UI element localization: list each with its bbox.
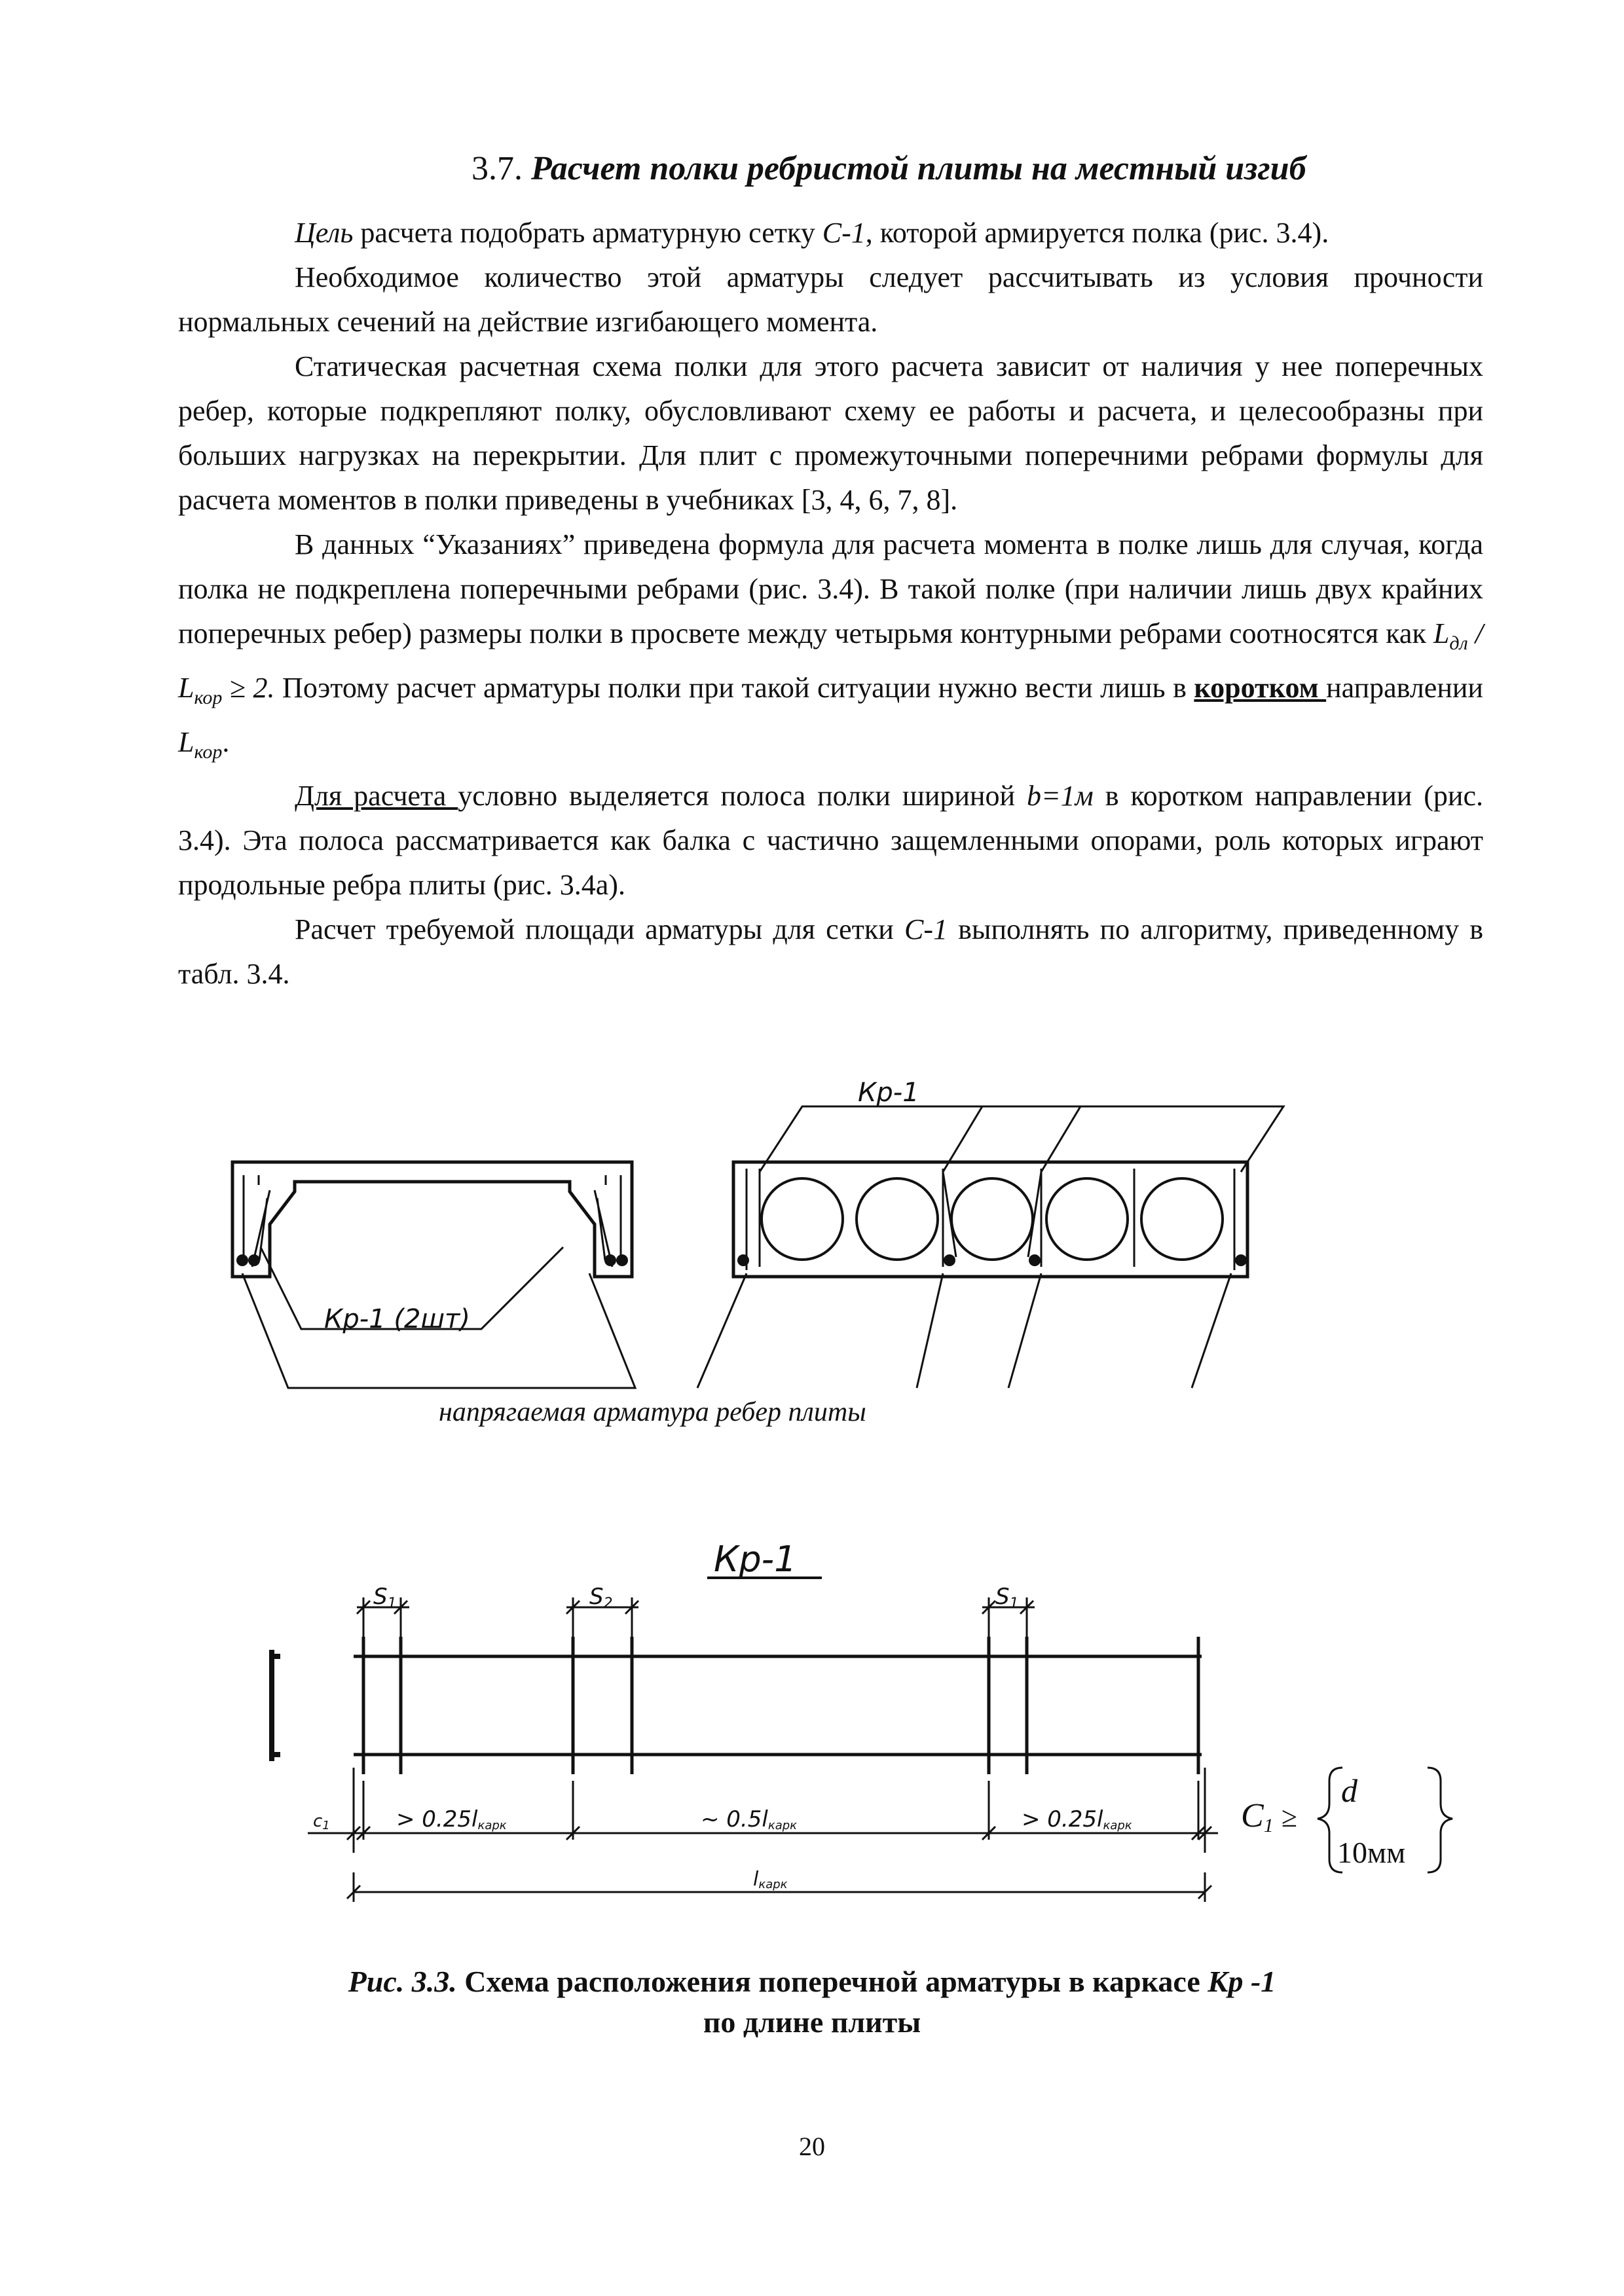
dim-mid-label: ~ 0.5lкарк: [701, 1806, 798, 1832]
figure-caption: [0, 1964, 1624, 1999]
s1-right-label: S1: [995, 1584, 1019, 1612]
p5-width: b=1м: [1026, 780, 1094, 812]
p1-mesh: С-1: [822, 217, 866, 249]
p4-text-3: направлении: [1326, 671, 1483, 704]
p4-text-2: Поэтому расчет арматуры полки при такой ситуации нужно вести лишь в: [274, 671, 1194, 704]
caption-text: Схема расположения поперечной арматуры в каркасе: [456, 1965, 1208, 1998]
ribbed-slab-section: [232, 1162, 632, 1277]
p4-slash: /: [1467, 617, 1483, 649]
svg-text:C1≥: C1 ≥: [1241, 1797, 1297, 1836]
frame-kp1: [272, 1597, 1202, 1774]
figure-caption-line2: по длине плиты: [703, 2005, 921, 2039]
caption-label: Рис. 3.3.: [348, 1965, 457, 1998]
p5-text: условно выделяется полоса полки шириной: [458, 780, 1027, 812]
formula-d: d: [1341, 1772, 1357, 1809]
kp1-2pcs-label: Кр-1 (2шт): [324, 1304, 470, 1334]
tendon-leaders-right: [697, 1273, 1231, 1388]
p1-text-end: , которой армируется полка (рис. 3.4).: [865, 217, 1329, 249]
p4-sub1: дл: [1449, 632, 1468, 654]
tendon-caption: напрягаемая арматура ребер плиты: [439, 1397, 866, 1427]
p4-cond: ≥ 2.: [222, 671, 275, 704]
p1-goal: Цель: [295, 217, 354, 249]
p4-sub2: кор: [194, 686, 223, 708]
hollow-core-slab-section: [733, 1162, 1247, 1277]
p4-end: .: [222, 725, 230, 758]
p1-text: расчета подобрать арматурную сетку: [353, 217, 822, 249]
s2-label: S2: [589, 1584, 613, 1612]
c1-label: c1: [313, 1812, 330, 1832]
p4-bold: коротком: [1194, 671, 1327, 704]
s1-left-label: S1: [373, 1584, 397, 1612]
p4-l2: L: [178, 671, 194, 704]
p4-l3: L: [178, 725, 194, 758]
p6-text: Расчет требуемой площади арматуры для сетки: [295, 913, 904, 946]
paragraph-2: Необходимое количество этой арматуры следует рассчитывать из условия прочности нормальных сечений на действие изгибающего момента.: [178, 261, 1483, 338]
rib-tendons-left: [236, 1254, 628, 1266]
p6-text-2: выполнять по алгоритму, приведенному в табл. 3.4.: [178, 913, 1483, 991]
frame-title: Кр-1: [714, 1539, 797, 1580]
p5-underline: Для расчета: [295, 780, 458, 812]
p5-text-2: в коротком направлении (рис. 3.4). Эта полоса рассматривается как балка с частично защемленными опорами, роль которых играют продольные ребра плиты (рис. 3.4а).: [178, 780, 1483, 902]
p4-l1: L: [1433, 617, 1450, 649]
paragraph-3: Статическая расчетная схема полки для этого расчета зависит от наличия у нее поперечных ребер, которые подкрепляют полку, обусловливают схему ее работы и расчета, и целесообразны при больших нагрузках на перекрытии. Для плит с промежуточными поперечними ребрами формулы для расчета моментов в полки приведены в учебниках [3, 4, 6, 7, 8].: [178, 350, 1483, 516]
dim-right-label: > 0.25lкарк: [1022, 1806, 1132, 1832]
p6-mesh: С-1: [904, 913, 948, 946]
dim-left-label: > 0.25lкарк: [396, 1806, 507, 1832]
formula-10mm: 10мм: [1337, 1836, 1406, 1869]
c1-condition-formula: [1241, 1768, 1452, 1872]
dim-total-label: lкарк: [753, 1868, 788, 1891]
caption-kp: Кр -1: [1208, 1965, 1276, 1998]
kp1-top-label: Кр-1: [858, 1078, 919, 1108]
page-number: 20: [799, 2132, 825, 2161]
p4-sub3: кор: [194, 740, 223, 763]
p4-text: В данных “Указаниях” приведена формула для расчета момента в полке лишь для случая, когда полка не подкреплена поперечными ребрами (рис. 3.4). В такой полке (при наличии лишь двух крайних поперечных ребер) размеры полки в просвете между четырьмя контурными ребрами соотносятся как: [178, 528, 1483, 649]
section-number: 3.7.: [471, 150, 523, 187]
section-title: Расчет полки ребристой плиты на местный изгиб: [531, 150, 1306, 187]
